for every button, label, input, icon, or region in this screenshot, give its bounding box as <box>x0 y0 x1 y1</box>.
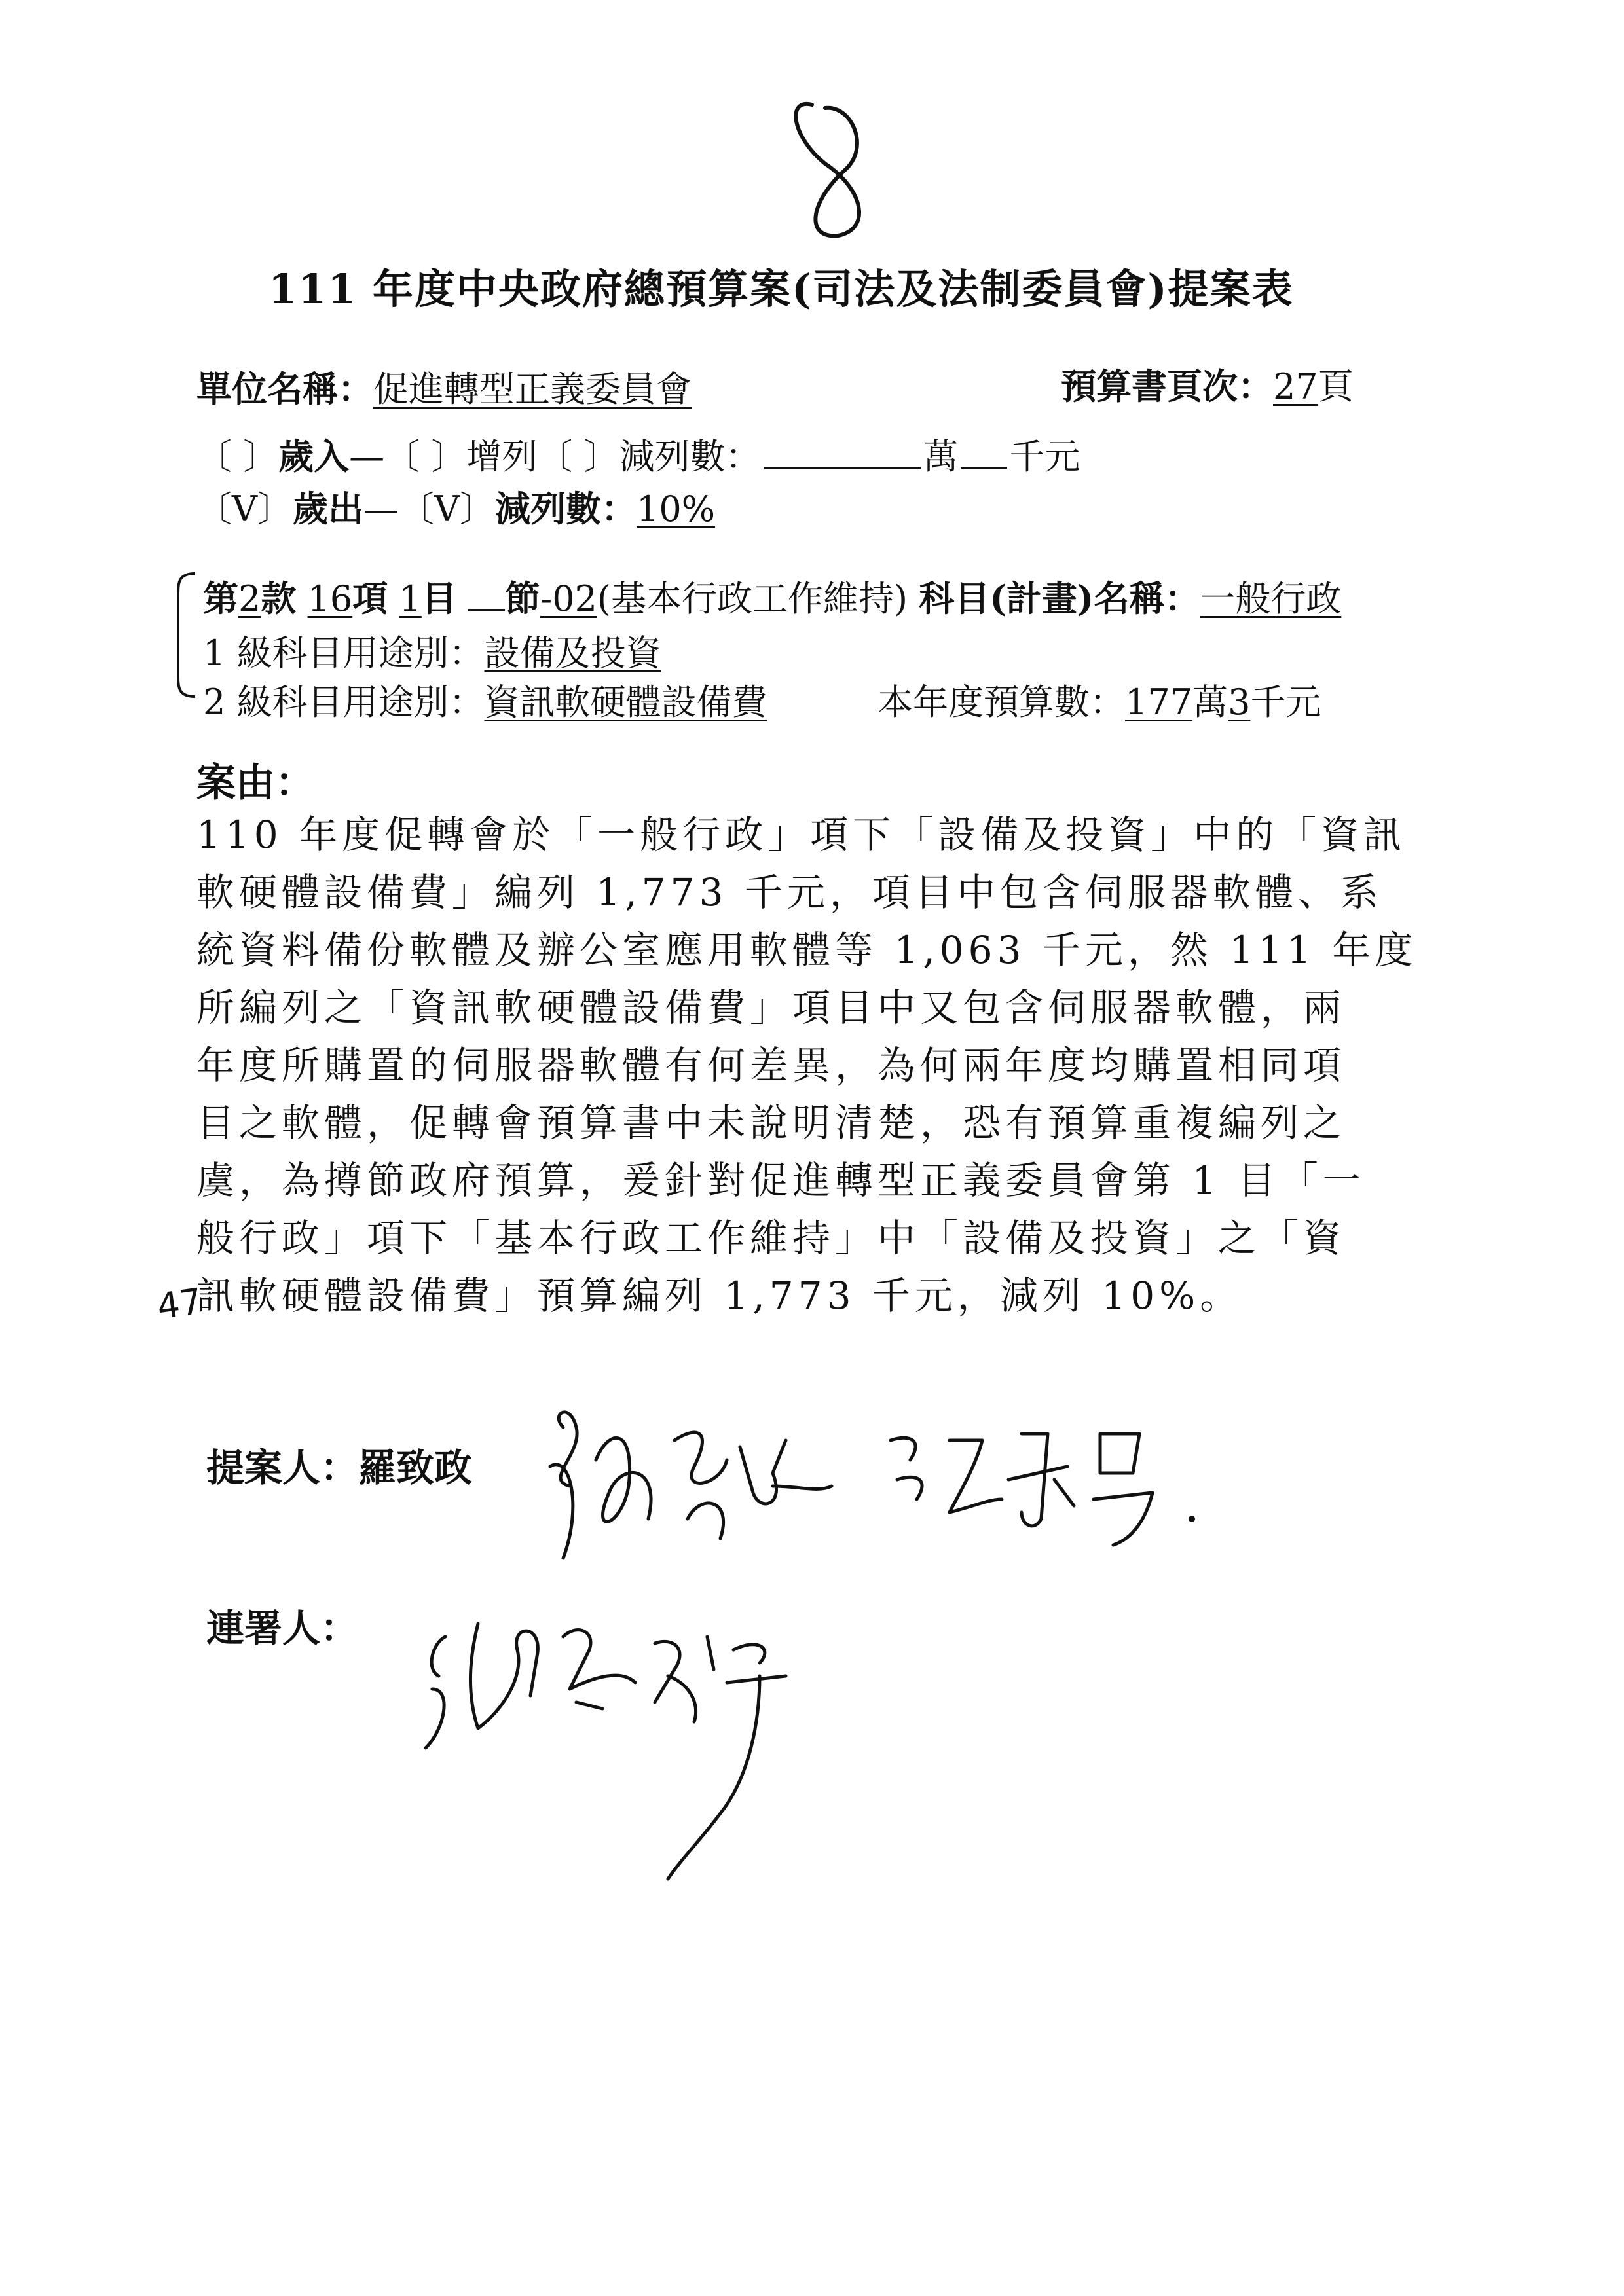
revenue-line <box>196 429 1080 479</box>
expense-checkbox: 〔V〕 <box>196 488 293 530</box>
increase-label: 增列 <box>466 436 538 477</box>
jie-blank <box>468 583 505 611</box>
page-title: 111 年度中央政府總預算案(司法及法制委員會)提案表 <box>268 265 1294 313</box>
year-budget-wan: 177 <box>1125 682 1193 723</box>
xiang-value: 16 <box>307 578 353 619</box>
expense-label: 歲出 <box>293 488 363 530</box>
expense-decrease-label: 減列數： <box>495 488 637 530</box>
mu-label: 目 <box>421 577 457 619</box>
revenue-decrease-label: 減列數： <box>619 436 761 477</box>
level1-line <box>203 625 661 676</box>
budget-page-unit: 頁 <box>1318 366 1354 407</box>
increase-checkbox: 〔 〕 <box>384 436 467 477</box>
qian-blank <box>961 438 1007 469</box>
proposer-row <box>206 1437 472 1492</box>
handwritten-side-note: 47 <box>154 1280 205 1328</box>
xiang-label: 項 <box>352 577 388 619</box>
year-budget-line <box>877 674 1321 725</box>
unit-value: 促進轉型正義委員會 <box>373 369 692 410</box>
kuan-prefix: 第 <box>203 577 238 619</box>
expense-decrease-checkbox: 〔V〕 <box>399 488 495 530</box>
subject-name-label: 科目(計畫)名稱： <box>919 577 1200 619</box>
cosigner-signature <box>406 1597 864 1899</box>
revenue-label: 歲入 <box>278 435 350 477</box>
mu-value: 1 <box>399 578 422 619</box>
revenue-checkbox: 〔 〕 <box>196 436 279 477</box>
wan-label: 萬 <box>923 436 959 477</box>
subject-name-value: 一般行政 <box>1200 578 1342 619</box>
level2-value: 資訊軟硬體設備費 <box>484 682 767 723</box>
year-budget-qian: 3 <box>1228 682 1251 723</box>
expense-dash: — <box>363 488 399 530</box>
jie-label: 節 <box>504 577 540 619</box>
subject-line <box>203 571 1341 621</box>
kuan-label: 款 <box>261 577 297 619</box>
cosigner-label: 連署人： <box>206 1606 359 1650</box>
budget-page-row <box>1061 359 1354 409</box>
proposer-label: 提案人： <box>206 1446 359 1490</box>
reason-line: 110 年度促轉會於「一般行政」項下「設備及投資」中的「資訊 <box>196 812 1407 857</box>
level1-label: 1 級科目用途別： <box>203 632 485 674</box>
reason-line: 虞，為撙節政府預算，爰針對促進轉型正義委員會第 1 目「一 <box>196 1158 1365 1203</box>
reason-line: 統資料備份軟體及辦公室應用軟體等 1,063 千元，然 111 年度 <box>196 928 1418 972</box>
subject-brace <box>169 570 202 701</box>
proposer-signature <box>524 1388 1244 1584</box>
year-budget-wan-label: 萬 <box>1192 682 1228 723</box>
proposer-name: 羅致政 <box>358 1446 473 1490</box>
level2-line <box>203 674 804 725</box>
unit-row <box>196 361 692 412</box>
expense-decrease-value: 10% <box>637 488 716 530</box>
budget-page-value: 27 <box>1273 366 1318 407</box>
jie-value: -02 <box>540 578 597 619</box>
reason-line: 年度所購置的伺服器軟體有何差異，為何兩年度均購置相同項 <box>196 1043 1346 1087</box>
wan-blank <box>764 438 921 469</box>
expense-line <box>196 481 715 532</box>
reason-line: 般行政」項下「基本行政工作維持」中「設備及投資」之「資 <box>196 1216 1346 1260</box>
reason-line: 所編列之「資訊軟硬體設備費」項目中又包含伺服器軟體，兩 <box>196 985 1346 1030</box>
kuan-value: 2 <box>238 578 261 619</box>
reason-line: 軟硬體設備費」編列 1,773 千元，項目中包含伺服器軟體、系 <box>196 870 1383 915</box>
revenue-dash: — <box>349 436 385 477</box>
handwritten-page-number <box>773 92 904 249</box>
jie-name: (基本行政工作維持) <box>597 578 908 619</box>
level1-value: 設備及投資 <box>484 632 661 674</box>
reason-heading: 案由： <box>196 760 314 806</box>
level2-label: 2 級科目用途別： <box>203 682 485 723</box>
budget-page-label: 預算書頁次： <box>1061 365 1273 407</box>
qian-label: 千元 <box>1009 436 1080 477</box>
reason-line: 目之軟體，促轉會預算書中未說明清楚，恐有預算重複編列之 <box>196 1101 1346 1145</box>
unit-label: 單位名稱： <box>196 368 373 410</box>
year-budget-label: 本年度預算數： <box>877 682 1125 723</box>
reason-line: 訊軟硬體設備費」預算編列 1,773 千元，減列 10%。 <box>196 1273 1243 1318</box>
year-budget-qian-label: 千元 <box>1250 682 1321 723</box>
decrease-checkbox: 〔 〕 <box>537 436 619 477</box>
